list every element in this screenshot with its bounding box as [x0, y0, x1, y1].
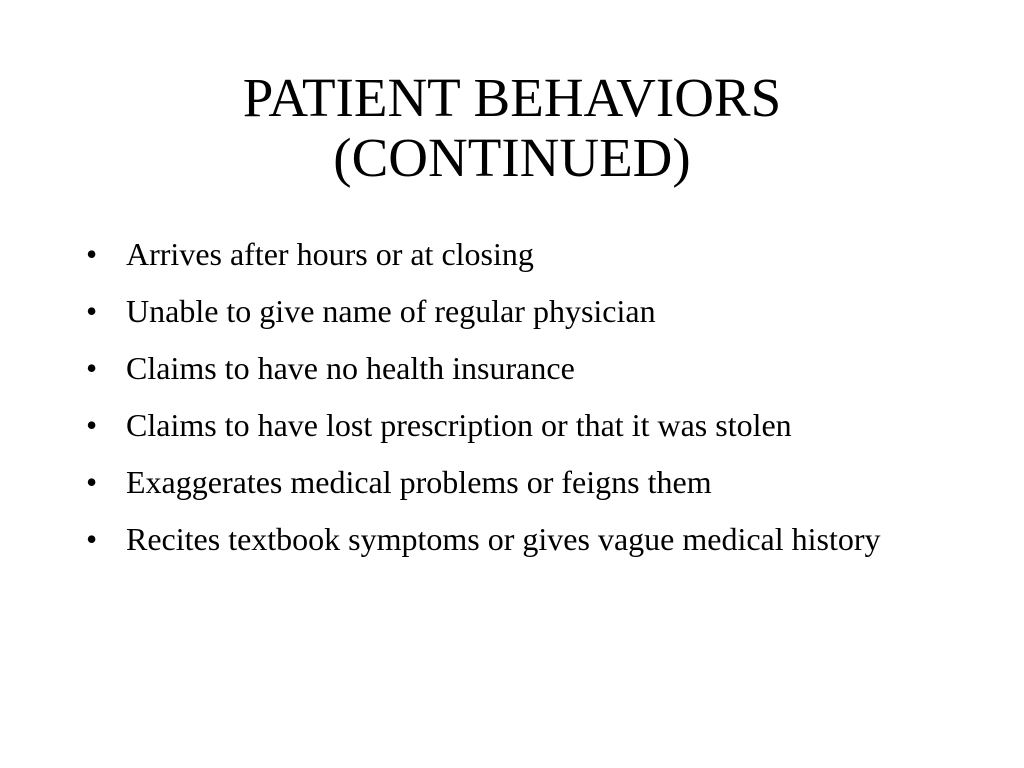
title-line-1: PATIENT BEHAVIORS: [242, 67, 782, 128]
bullet-item-2: [86, 289, 946, 333]
bullet-item-5: [86, 460, 946, 504]
bullet-text-2: Unable to give name of regular physician: [126, 293, 656, 329]
bullet-text-5: Exaggerates medical problems or feigns them: [126, 464, 712, 500]
bullet-item-4: [86, 403, 946, 447]
bullet-dot-icon: •: [86, 293, 98, 329]
bullet-text-1: Arrives after hours or at closing: [126, 236, 534, 272]
bullet-item-1: [86, 232, 946, 276]
bullet-dot-icon: •: [86, 407, 98, 443]
bullet-dot-icon: •: [86, 236, 98, 272]
bullet-text-3: Claims to have no health insurance: [126, 350, 575, 386]
bullet-dot-icon: •: [86, 350, 98, 386]
bullet-text-4: Claims to have lost prescription or that it was stolen: [126, 407, 792, 443]
title-line-2: (CONTINUED): [333, 127, 691, 188]
bullet-dot-icon: •: [86, 464, 98, 500]
bullet-list: [86, 232, 946, 574]
bullet-item-3: [86, 346, 946, 390]
bullet-item-6: [86, 517, 946, 561]
slide-title: [0, 68, 1024, 188]
bullet-dot-icon: •: [86, 521, 98, 557]
bullet-text-6: Recites textbook symptoms or gives vague medical history: [126, 521, 881, 557]
